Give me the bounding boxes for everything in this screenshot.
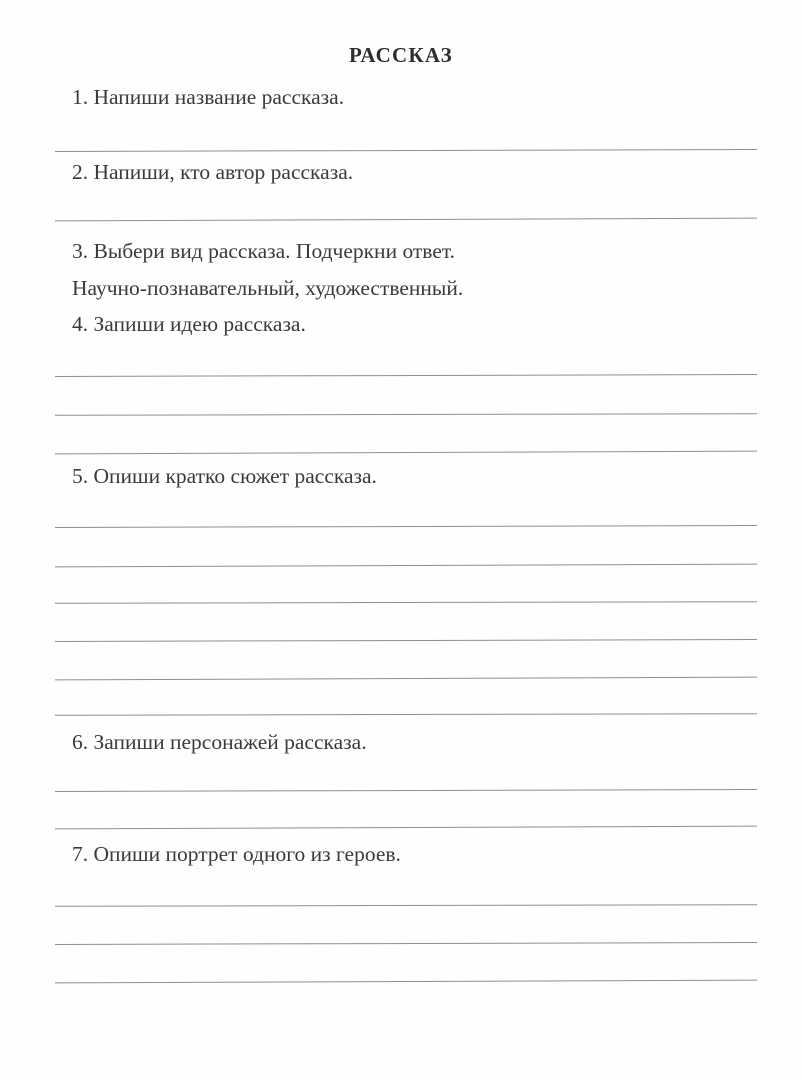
question-3-text: 3. Выбери вид рассказа. Подчеркни ответ. [72, 239, 456, 263]
answer-line-q7-1[interactable] [55, 904, 757, 906]
answer-line-q4-1[interactable] [55, 374, 757, 377]
answer-line-q7-2[interactable] [55, 942, 757, 945]
answer-line-q4-3[interactable] [55, 451, 757, 455]
answer-line-q5-2[interactable] [55, 564, 757, 568]
question-3-options[interactable]: Научно-познавательный, художественный. [72, 276, 464, 300]
answer-line-q4-2[interactable] [55, 413, 757, 415]
question-1-text: 1. Напиши название рассказа. [72, 85, 345, 109]
answer-line-q5-5[interactable] [55, 677, 757, 681]
answer-line-q6-2[interactable] [55, 826, 757, 830]
answer-line-q5-6[interactable] [55, 713, 757, 715]
page-title: РАССКАЗ [349, 43, 453, 67]
answer-line-q5-4[interactable] [55, 639, 757, 642]
answer-line-q7-3[interactable] [55, 980, 757, 984]
answer-line-q5-3[interactable] [55, 601, 757, 603]
answer-line-q1-1[interactable] [55, 149, 757, 152]
question-6-text: 6. Запиши персонажей рассказа. [72, 730, 367, 754]
question-4-text: 4. Запиши идею рассказа. [72, 312, 306, 336]
question-2-text: 2. Напиши, кто автор рассказа. [72, 160, 354, 184]
answer-line-q2-1[interactable] [55, 218, 757, 222]
question-7-text: 7. Опиши портрет одного из героев. [72, 842, 401, 866]
answer-line-q5-1[interactable] [55, 525, 757, 528]
question-5-text: 5. Опиши кратко сюжет рассказа. [72, 464, 377, 488]
answer-line-q6-1[interactable] [55, 789, 757, 792]
